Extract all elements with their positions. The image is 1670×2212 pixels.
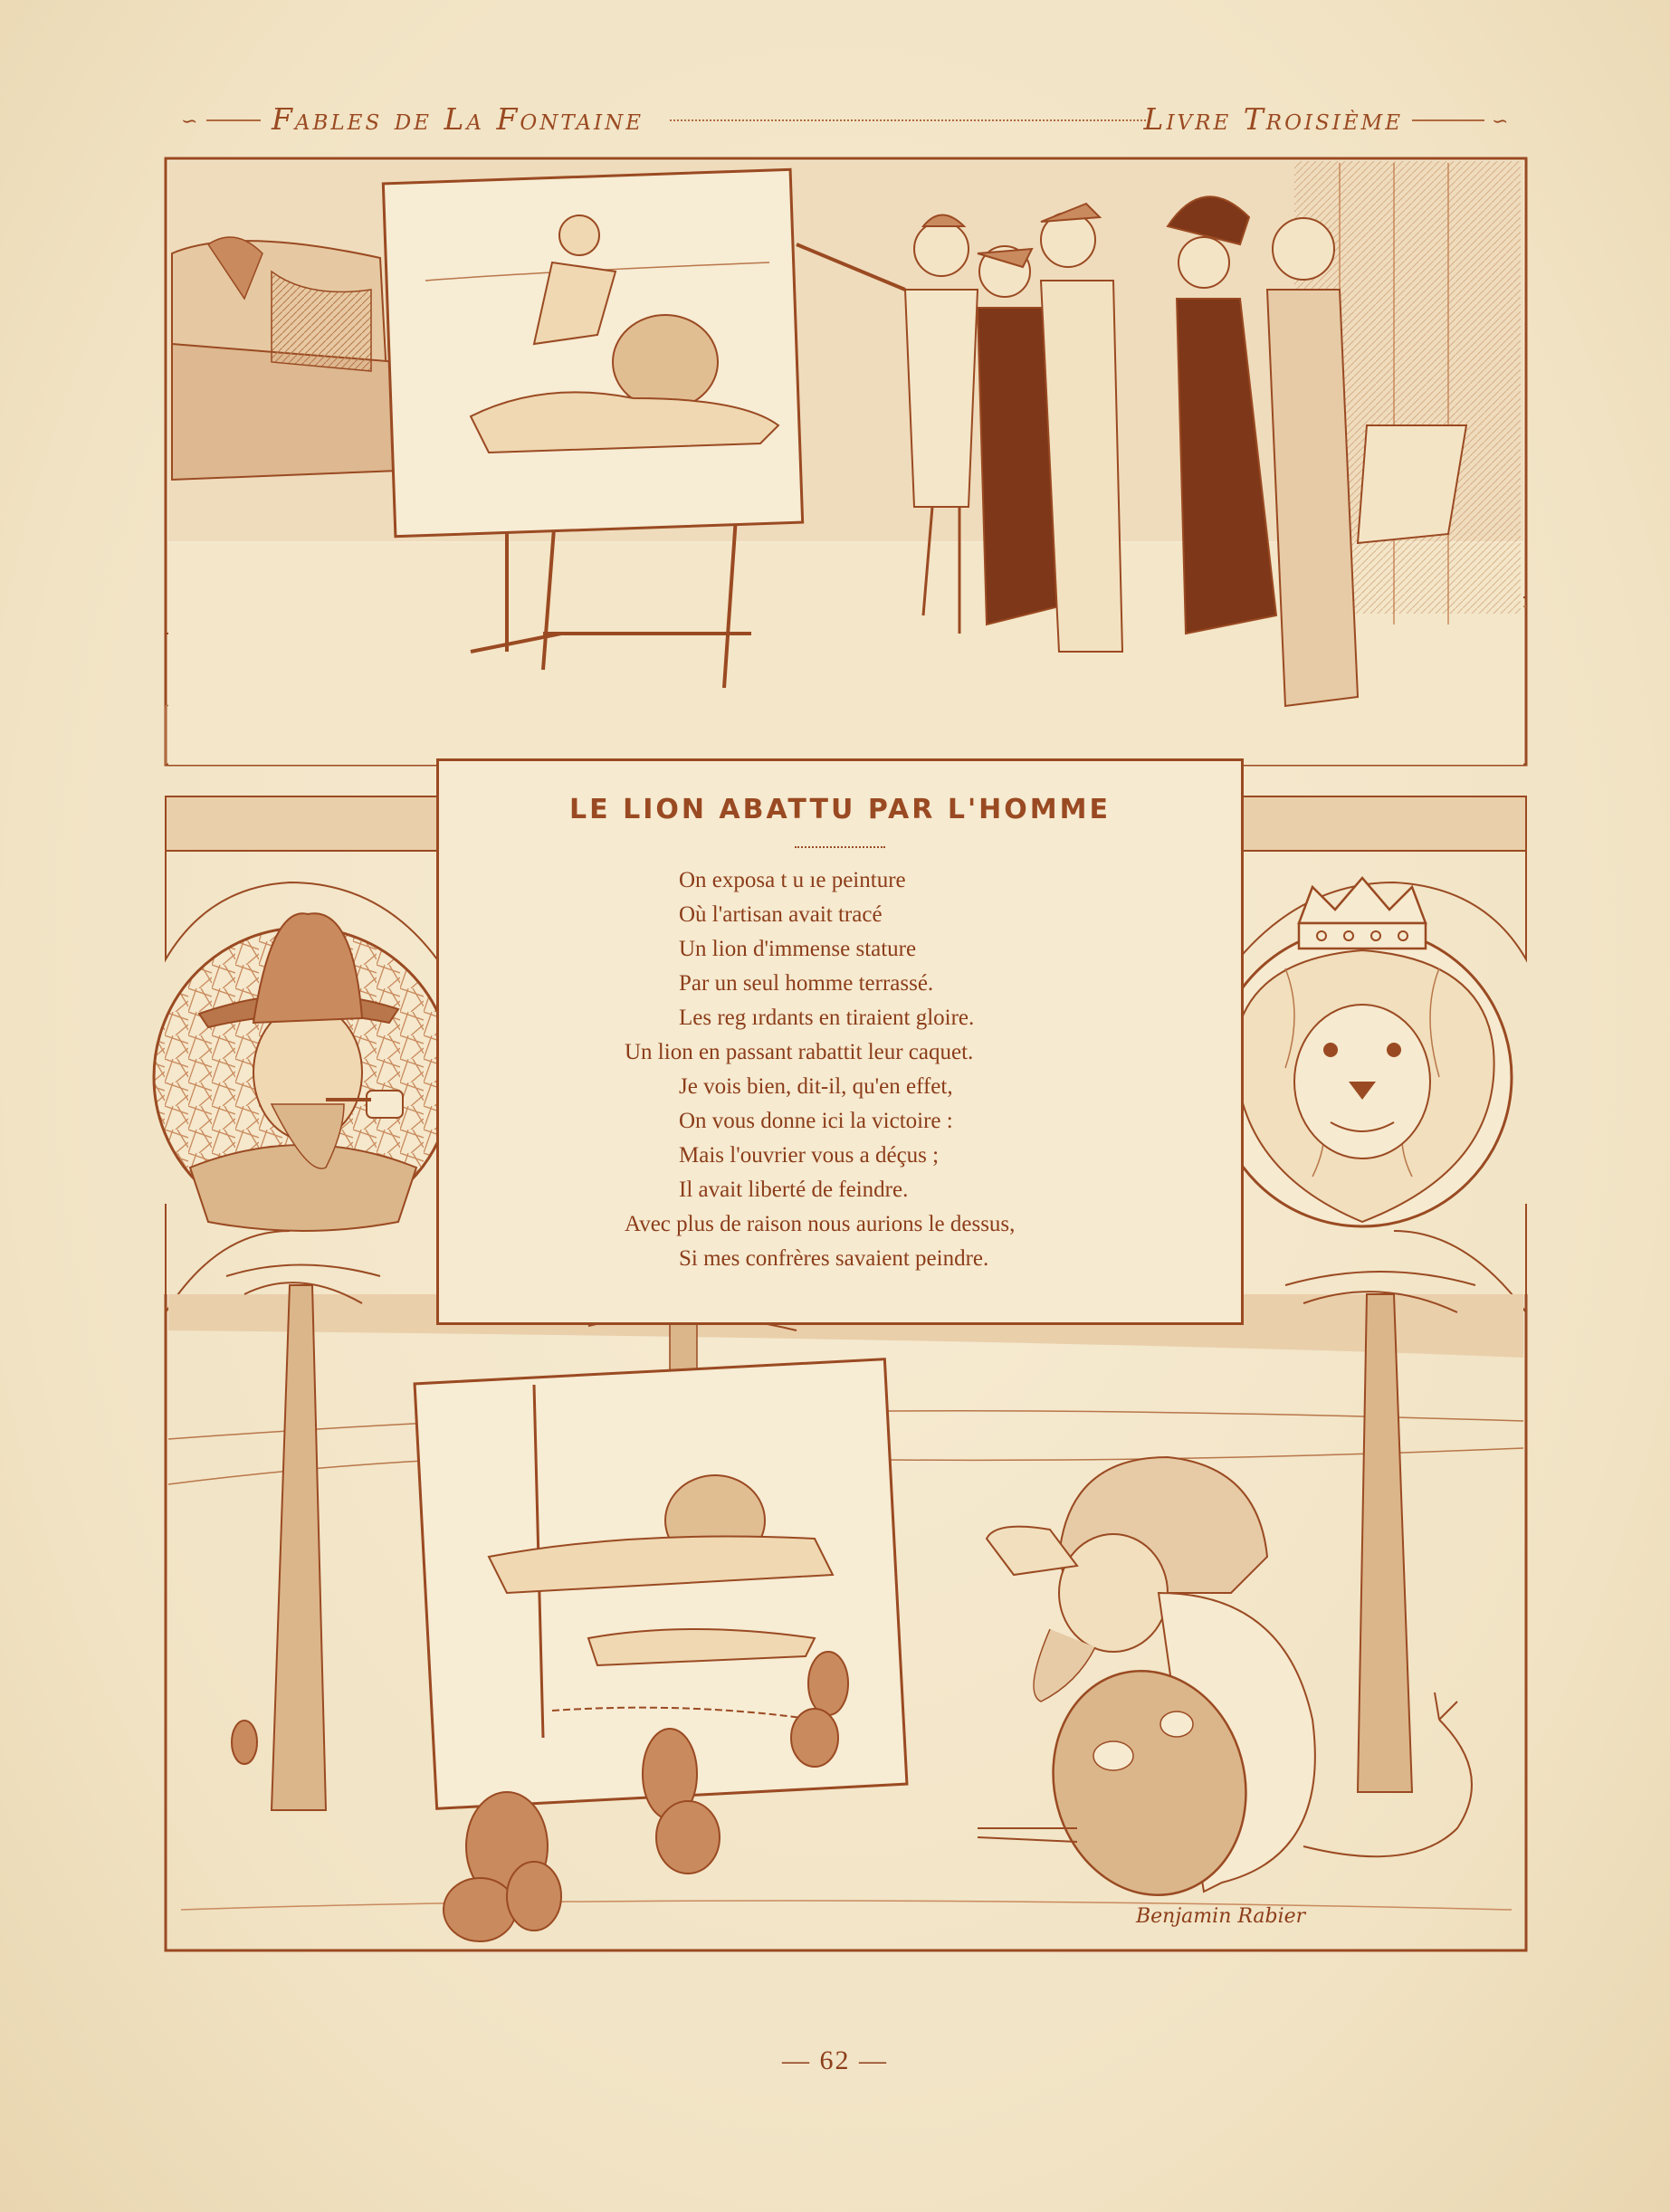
poem-line: Il avait liberté de feindre. xyxy=(679,1178,909,1202)
medallion-lion-king xyxy=(1213,878,1512,1226)
title-rule xyxy=(795,844,885,848)
poem-line: Si mes confrères savaient peindre. xyxy=(679,1246,989,1271)
page-number: — 62 — xyxy=(782,2045,888,2075)
sofa-drawing xyxy=(172,237,398,480)
top-studio-scene xyxy=(166,158,1526,765)
poem-line: On vous donne ici la victoire : xyxy=(679,1109,953,1133)
poem-line: Un lion en passant rabattit leur caquet. xyxy=(625,1040,974,1064)
artist-signature: Benjamin Rabier xyxy=(1136,1905,1306,1928)
medallion-man-with-pipe xyxy=(154,913,453,1231)
poem-line: On exposa t u ıe peinture xyxy=(679,868,906,892)
header-right: Livre Troisième xyxy=(1143,101,1403,137)
bottom-desert-scene xyxy=(166,1265,1526,1951)
poem-line: Je vois bien, dit-il, qu'en effet, xyxy=(679,1074,953,1099)
header-left: Fables de La Fontaine xyxy=(272,101,644,137)
poem-line: Un lion d'immense stature xyxy=(679,937,917,961)
poem-line: Où l'artisan avait tracé xyxy=(679,902,883,927)
poem-box xyxy=(436,758,1244,1325)
poem-title: LE LION ABATTU PAR L'HOMME xyxy=(569,794,1111,825)
poem-line: Avec plus de raison nous aurions le dessus, xyxy=(625,1212,1016,1236)
ornament-curl-icon: ∽ xyxy=(1492,110,1509,133)
poem-line: Par un seul homme terrassé. xyxy=(679,971,934,996)
poem-line: Les reg ırdants en tiraient gloire. xyxy=(679,1006,975,1030)
poem-line: Mais l'ouvrier vous a déçus ; xyxy=(679,1143,940,1168)
ornament-curl-icon: ∽ xyxy=(181,110,198,133)
